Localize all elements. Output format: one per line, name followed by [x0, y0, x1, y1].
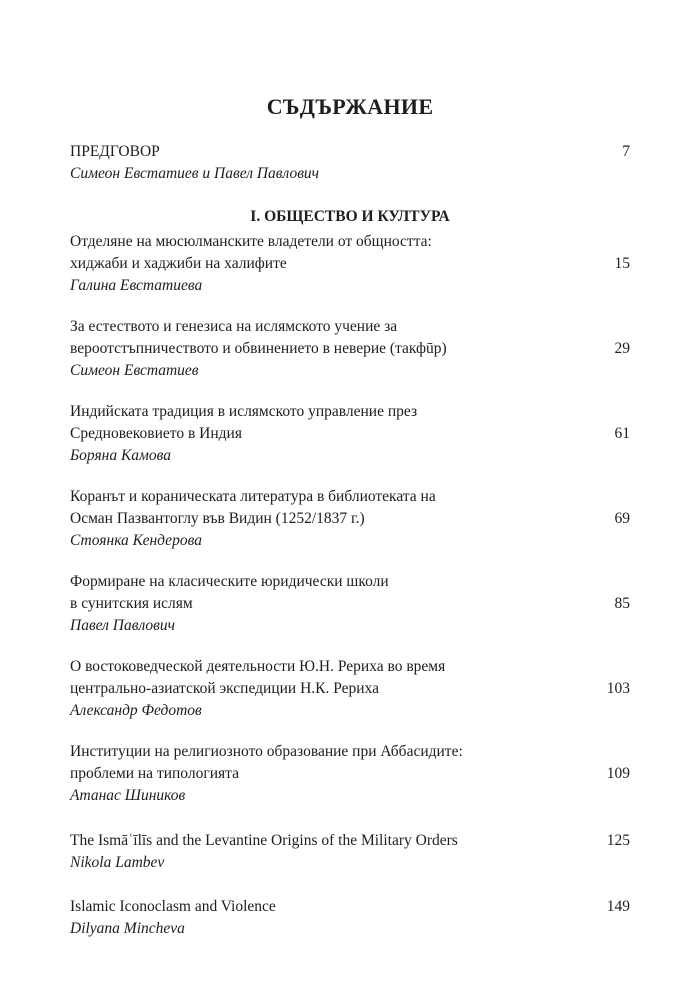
toc-entry-6-line-2	[70, 678, 630, 700]
preface-author: Симеон Евстатиев и Павел Павлович	[70, 165, 320, 182]
entry-page: 29	[614, 340, 630, 357]
preface-title: ПРЕДГОВОР	[70, 143, 160, 160]
entry-page: 15	[614, 255, 630, 272]
entry-page: 103	[606, 680, 630, 697]
entry-page: 85	[614, 595, 630, 612]
entry-title-line: Индийската традиция в ислямското управление през	[70, 403, 418, 420]
entry-page: 125	[606, 832, 630, 849]
entry-author: Александр Федотов	[70, 702, 202, 719]
entry-author: Nikola Lambev	[70, 854, 165, 871]
entry-author: Боряна Камова	[70, 447, 172, 464]
toc-entry-6-line-1	[70, 656, 630, 678]
entry-title-line: вероотстъпничеството и обвинението в неверие (такфūр)	[70, 340, 447, 357]
toc-entry-5-line-1	[70, 571, 630, 593]
section-heading: I. ОБЩЕСТВО И КУЛТУРА	[250, 208, 450, 225]
toc-entry-3-line-2	[70, 423, 630, 445]
entry-title-line: Отделяне на мюсюлманските владетели от общността:	[70, 233, 432, 250]
entry-title-line: центрально-азиатской экспедиции Н.К. Рериха	[70, 680, 380, 697]
preface-page: 7	[622, 143, 630, 160]
page-title: СЪДЪРЖАНИЕ	[266, 94, 434, 119]
entry-author: Симеон Евстатиев	[70, 362, 199, 379]
entry-author: Галина Евстатиева	[70, 277, 203, 294]
toc-entry-4-line-2	[70, 508, 630, 530]
entry-author: Dilyana Mincheva	[70, 920, 185, 937]
entry-title-line: О востоковедческой деятельности Ю.Н. Рериха во время	[70, 658, 446, 675]
entry-page: 61	[614, 425, 630, 442]
entry-title-line: Формиране на класическите юридически школи	[70, 573, 389, 590]
toc-entry-3-line-1	[70, 401, 630, 423]
entry-page: 149	[606, 898, 630, 915]
toc-entry-2-line-2	[70, 338, 630, 360]
toc-entry-9-line-1	[70, 896, 630, 918]
toc-entry-4-line-1	[70, 486, 630, 508]
entry-title-line: Средновековието в Индия	[70, 425, 242, 442]
entry-page: 69	[614, 510, 630, 527]
toc-entry-1-line-1	[70, 231, 630, 253]
entry-title-line: проблеми на типологията	[70, 765, 239, 782]
entry-title-line: The Ismāʿīlīs and the Levantine Origins of the Military Orders	[70, 832, 458, 849]
entry-title-line: хиджаби и хаджиби на халифите	[70, 255, 287, 272]
entry-title-line: Коранът и кораническата литература в библиотеката на	[70, 488, 436, 505]
entry-title-line: За естеството и генезиса на ислямското учение за	[70, 318, 398, 335]
toc-entry-7-line-2	[70, 763, 630, 785]
entry-author: Стоянка Кендерова	[70, 532, 202, 549]
toc-entry-preface	[70, 141, 630, 163]
entry-title-line: Институции на религиозното образование при Аббасидите:	[70, 743, 463, 760]
toc-entry-5-line-2	[70, 593, 630, 615]
toc-entry-2-line-1	[70, 316, 630, 338]
toc-entry-1-line-2	[70, 253, 630, 275]
toc-entry-8-line-1	[70, 830, 630, 852]
toc-entry-7-line-1	[70, 741, 630, 763]
entry-author: Атанас Шиников	[70, 787, 186, 804]
entry-title-line: Islamic Iconoclasm and Violence	[70, 898, 276, 915]
entry-title-line: в сунитския ислям	[70, 595, 193, 612]
entry-author: Павел Павлович	[70, 617, 176, 634]
entry-page: 109	[606, 765, 630, 782]
entry-title-line: Осман Пазвантоглу във Видин (1252/1837 г.)	[70, 510, 365, 527]
